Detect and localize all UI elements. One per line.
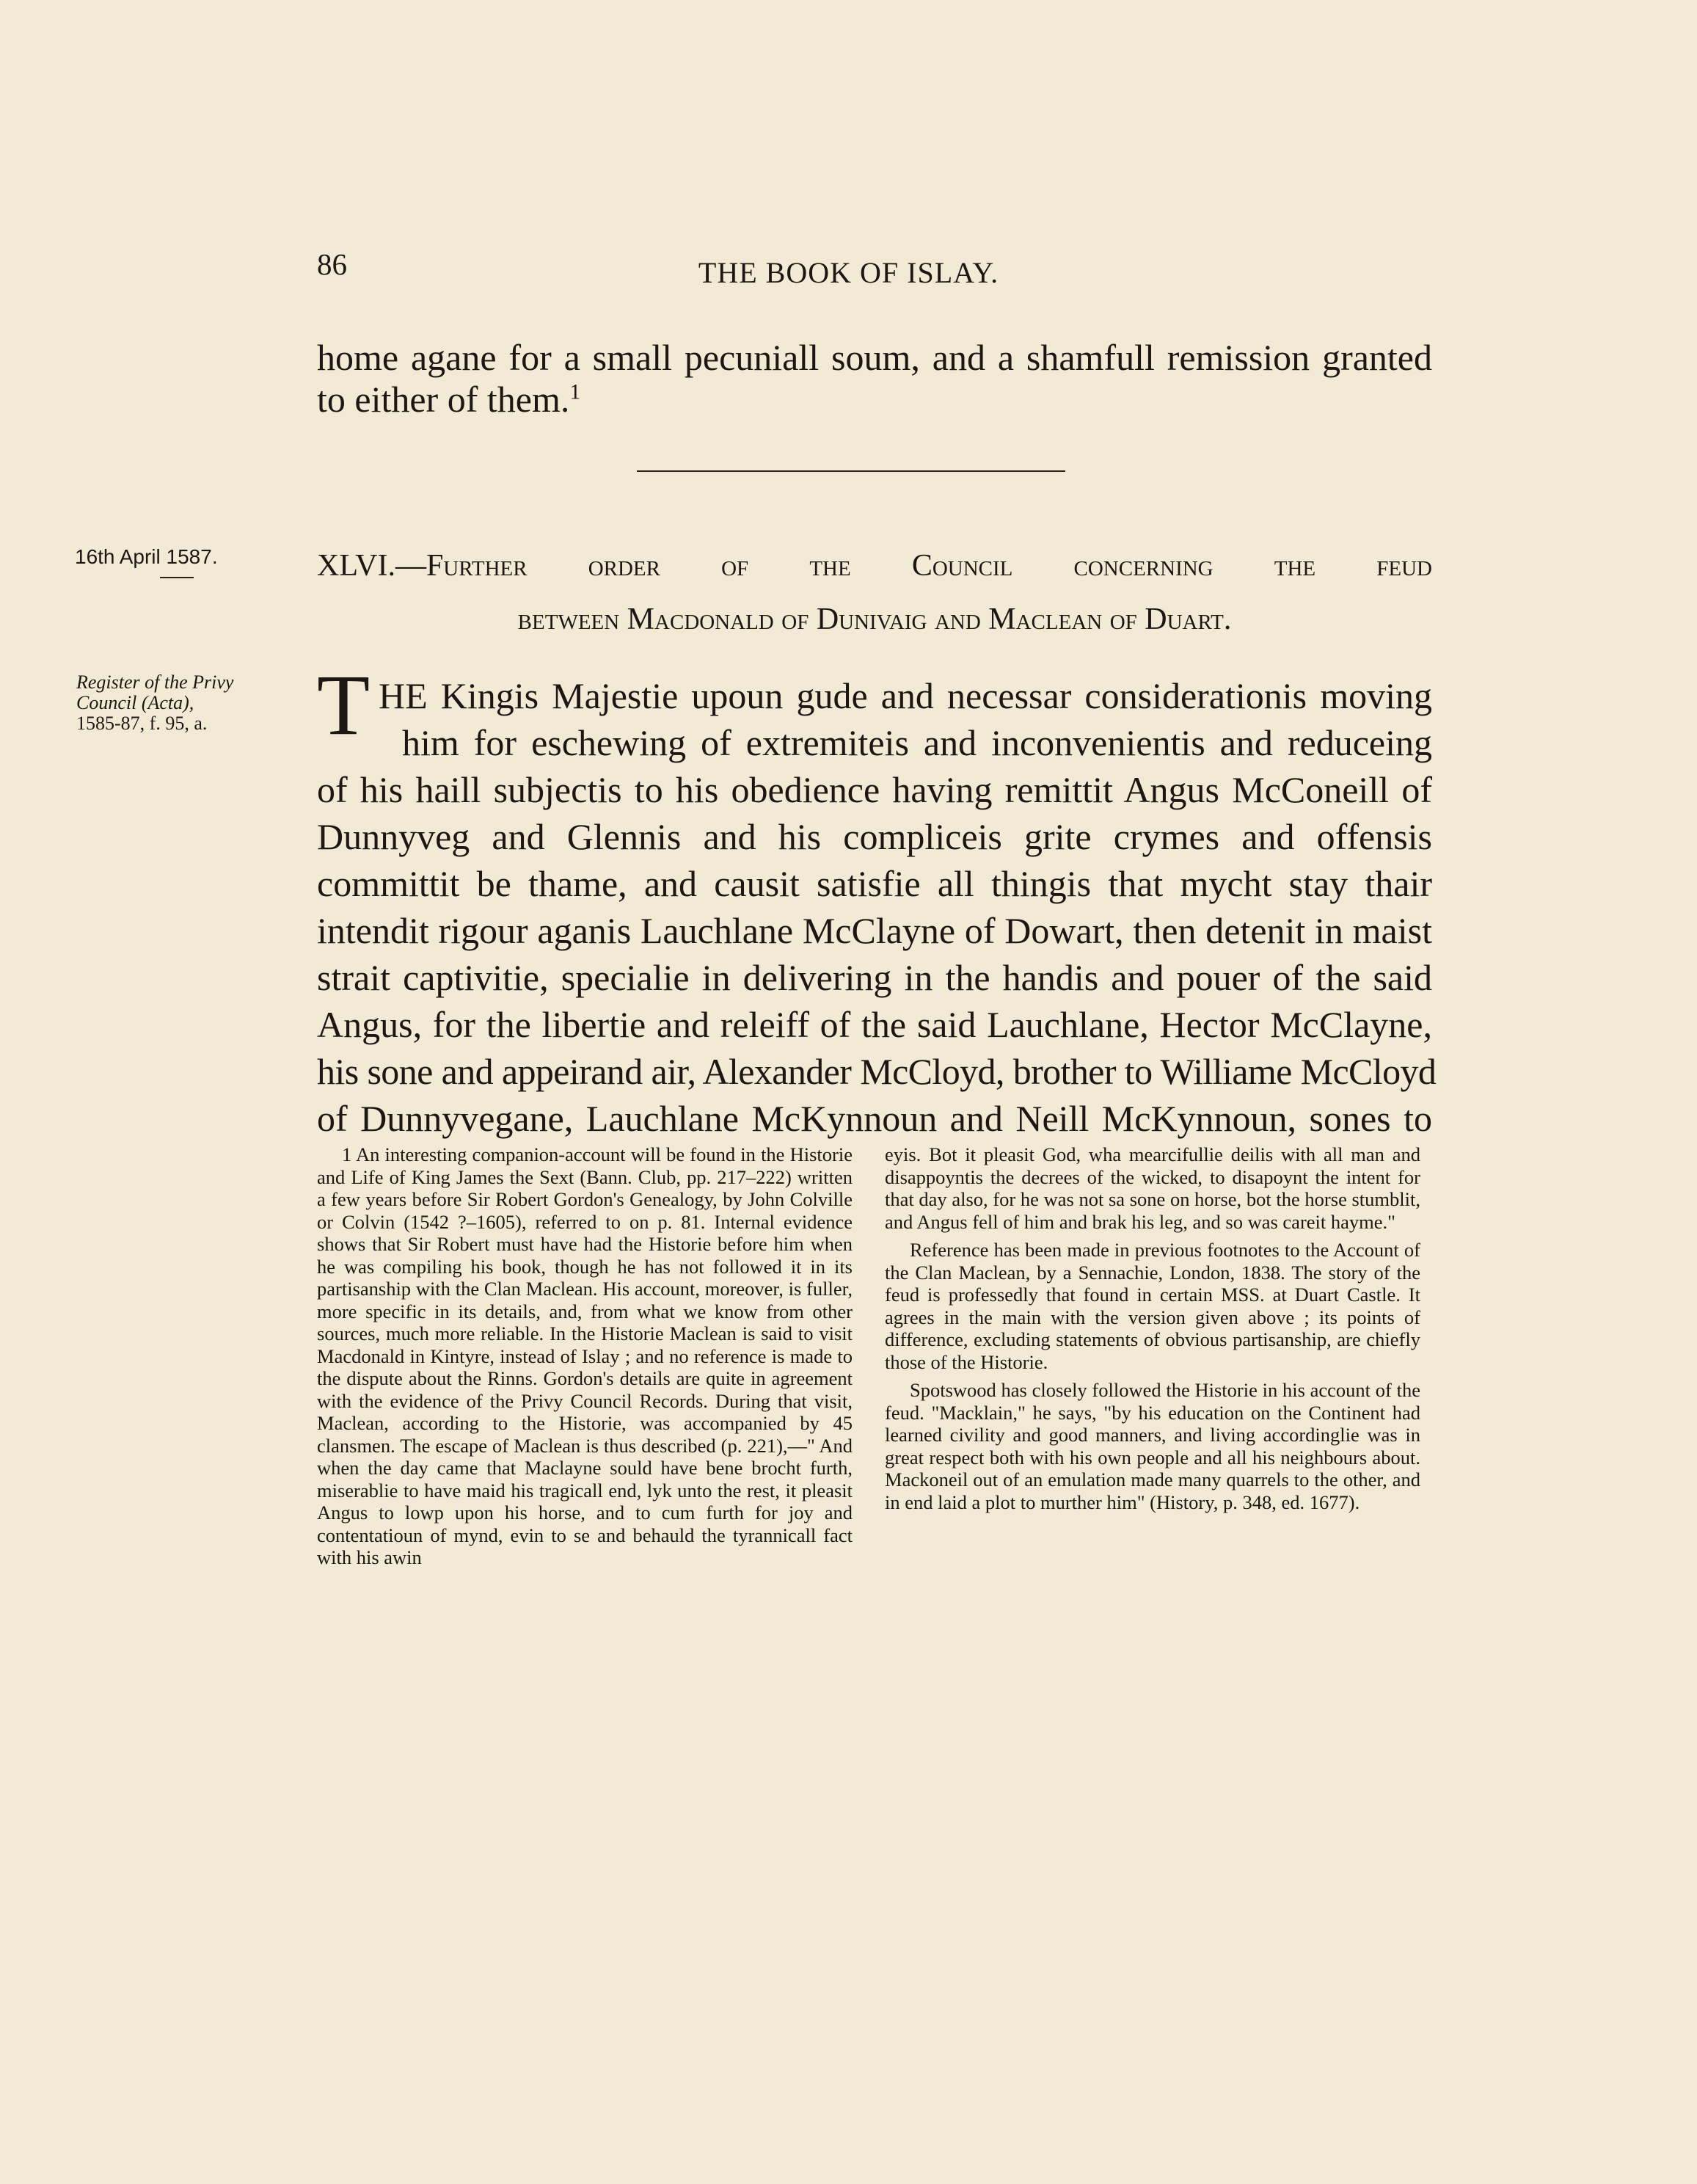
section-divider	[637, 470, 1065, 472]
drop-cap: T	[317, 657, 371, 753]
page-number: 86	[317, 247, 347, 281]
section-heading-line-2: between Macdonald of Dunivaig and Maclean of Duart.	[517, 603, 1232, 636]
section-heading-line-1: XLVI.—Further order of the Council concerning the feud	[317, 549, 1432, 583]
margin-source-note	[76, 672, 296, 734]
footnote-column-2	[885, 1143, 1420, 1513]
margin-source-line: 1585-87, f. 95, a.	[76, 713, 208, 734]
footnote-paragraph: Spotswood has closely followed the Historie in his account of the feud. "Macklain," he says, "by his education on the Continent had learned civility and good manners, and living accordinglie was in great respect both with his own people and all his neighbours about. Mackoneil out of an emulation made many quarrels to the other, and in end laid a plot to murther him" (History, p. 348, ed. 1677).	[885, 1379, 1420, 1513]
carryover-line-2	[317, 376, 1432, 423]
carryover-line-1: home agane for a small pecuniall soum, and a shamfull remission granted	[317, 337, 1432, 378]
body-line: strait captivitie, specialie in delivering in the handis and pouer of the said	[317, 957, 1432, 998]
footnote-paragraph: 1 An interesting companion-account will be found in the Historie and Life of King James the Sext (Bann. Club, pp. 217–222) written a few years before Sir Robert Gordon's Genealogy, by John Colville or Colvin (1542 ?–1605), referred to on p. 81. Internal evidence shows that Sir Robert must have had the Historie before him when he was compiling his book, though he has not followed it in its partisanship with the Clan Maclean. His account, moreover, is fuller, more specific in its details, and, from what we know from other sources, much more reliable. In the Historie Maclean is said to visit Macdonald in Kintyre, instead of Islay ; and no reference is made to the dispute about the Rinns. Gordon's details are quite in agreement with the evidence of the Privy Council Records. During that visit, Maclean, according to the Historie, was accompanied by 45 clansmen. The escape of Maclean is thus described (p. 221),—" And when the day came that Maclayne sould have bene brocht furth, miserablie to have maid his tragicall end, lyk unto the rest, it pleasit Angus to lowp upon his horse, and to cum furth for joy and contentatioun of mynd, evin to se and behauld the tyrannicall fact with his awin	[317, 1143, 853, 1568]
carryover-line-2-text: to either of them.	[317, 379, 570, 420]
footnote-column-1	[317, 1143, 853, 1569]
body-line: Angus, for the libertie and releiff of the said Lauchlane, Hector McClayne,	[317, 1004, 1432, 1045]
margin-date: 16th April 1587.	[75, 545, 218, 568]
footnote-ref-marker: 1	[569, 379, 581, 404]
margin-source-line: Register of the Privy	[76, 671, 234, 693]
margin-date-rule	[160, 577, 194, 578]
footnote-paragraph: Reference has been made in previous footnotes to the Account of the Clan Maclean, by a Sennachie, London, 1838. The story of the feud is professedly that found in certain MSS. at Duart Castle. It agrees in the main with the version given above ; its points of difference, excluding statements of obvious partisanship, are chiefly those of the Historie.	[885, 1239, 1420, 1373]
body-line: Dunnyveg and Glennis and his compliceis grite crymes and offensis	[317, 816, 1432, 857]
body-line: of his haill subjectis to his obedience having remittit Angus McConeill of	[317, 769, 1432, 810]
body-line: of Dunnyvegane, Lauchlane McKynnoun and Neill McKynnoun, sones to	[317, 1098, 1432, 1139]
body-line: him for eschewing of extremiteis and inconvenientis and reduceing	[402, 722, 1432, 763]
footnote-paragraph: eyis. Bot it pleasit God, wha mearcifullie deilis with all man and disappoyntis the decrees of the wicked, to disapoynt the intent for that day also, for he was not sa sone on horse, bot the horse stumblit, and Angus fell of him and brak his leg, and so was careit hayme."	[885, 1143, 1420, 1233]
margin-source-line: Council (Acta),	[76, 692, 194, 713]
body-line: intendit rigour aganis Lauchlane McClayne of Dowart, then detenit in maist	[317, 910, 1432, 951]
running-title: THE BOOK OF ISLAY.	[698, 256, 999, 289]
body-line: committit be thame, and causit satisfie all thingis that mycht stay thair	[317, 863, 1432, 904]
body-line: his sone and appeirand air, Alexander McCloyd, brother to Williame McCloyd	[317, 1051, 1437, 1092]
body-line: HE Kingis Majestie upoun gude and necessar considerationis moving	[379, 675, 1432, 716]
